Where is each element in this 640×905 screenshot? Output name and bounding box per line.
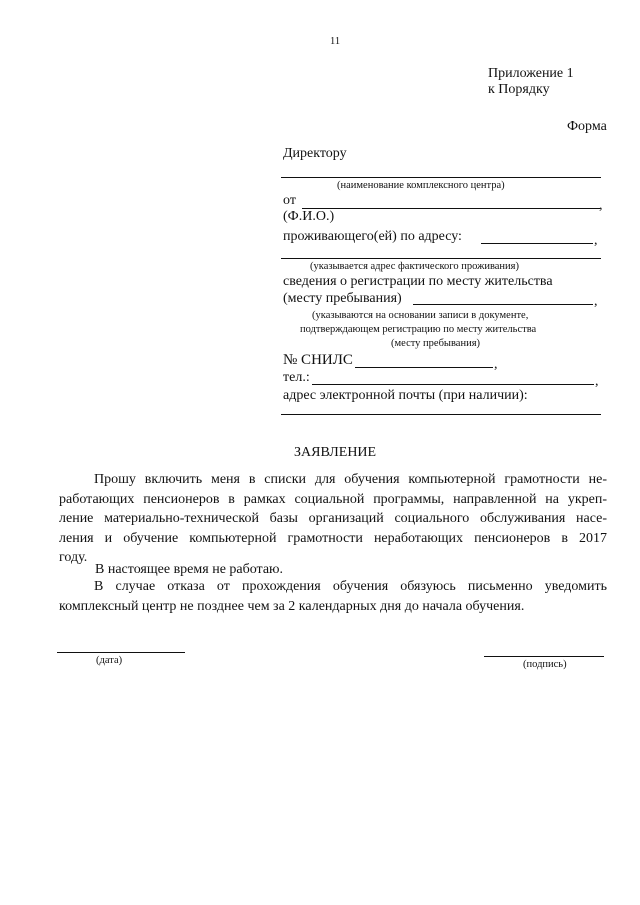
from-line (302, 208, 600, 209)
registration-hint-1: (указываются на основании записи в документе, (312, 310, 529, 321)
statement-title: ЗАЯВЛЕНИЕ (294, 445, 377, 460)
residing-line (481, 243, 593, 244)
appendix-line-2: к Порядку (488, 82, 550, 97)
p1-line-2: работающих пенсионеров в рамках социальной программы, направленной на укреп- (59, 491, 607, 507)
p1-line-4: ления и обучение компьютерной грамотности неработающих пенсионеров в 2017 (59, 530, 607, 546)
p1-line-1: Прошу включить меня в списки для обучения компьютерной грамотности не- (94, 472, 607, 487)
p1-line-3: ление материально-технической базы организаций социального обслуживания насе- (59, 511, 607, 526)
snils-label: № СНИЛС (283, 352, 353, 368)
email-label: адрес электронной почты (при наличии): (283, 388, 528, 403)
date-line (57, 652, 185, 653)
residing-label: проживающего(ей) по адресу: (283, 229, 462, 244)
p1-line-5: году. (59, 550, 88, 565)
phone-comma: , (595, 374, 599, 389)
signature-hint: (подпись) (523, 659, 567, 670)
registration-hint-2: подтверждающем регистрацию по месту жительства (300, 324, 537, 335)
body-paragraph-3 (59, 577, 607, 616)
email-line (281, 414, 601, 415)
snils-comma: , (494, 357, 498, 372)
p3-line-2: комплексный центр не позднее чем за 2 календарных дня до начала обучения. (59, 598, 525, 614)
registration-hint-3: (месту пребывания) (391, 338, 481, 349)
center-name-line (281, 177, 601, 178)
signature-line (484, 656, 604, 657)
snils-line (355, 367, 493, 368)
phone-line (312, 384, 594, 385)
page-number: 11 (330, 36, 341, 47)
registration-comma: , (594, 294, 598, 309)
from-comma: , (599, 198, 603, 213)
registration-line-2: (месту пребывания) (283, 291, 402, 306)
date-hint: (дата) (96, 655, 123, 666)
form-label: Форма (567, 119, 607, 134)
address-line (281, 258, 601, 259)
fio-hint: (Ф.И.О.) (283, 209, 335, 224)
phone-label: тел.: (283, 370, 310, 385)
p3-line-1: В случае отказа от прохождения обучения обязуюсь письменно уведомить (94, 579, 607, 594)
appendix-line-1: Приложение 1 (488, 66, 574, 81)
body-paragraph-1 (59, 470, 607, 568)
registration-line (413, 304, 593, 305)
from-label: от (283, 193, 296, 208)
body-paragraph-2: В настоящее время не работаю. (95, 562, 284, 577)
residing-comma: , (594, 233, 598, 248)
registration-line-1: сведения о регистрации по месту жительства (283, 274, 553, 289)
center-name-hint: (наименование комплексного центра) (337, 180, 505, 191)
addressee-to: Директору (283, 146, 347, 161)
address-hint: (указывается адрес фактического проживания) (310, 261, 519, 272)
